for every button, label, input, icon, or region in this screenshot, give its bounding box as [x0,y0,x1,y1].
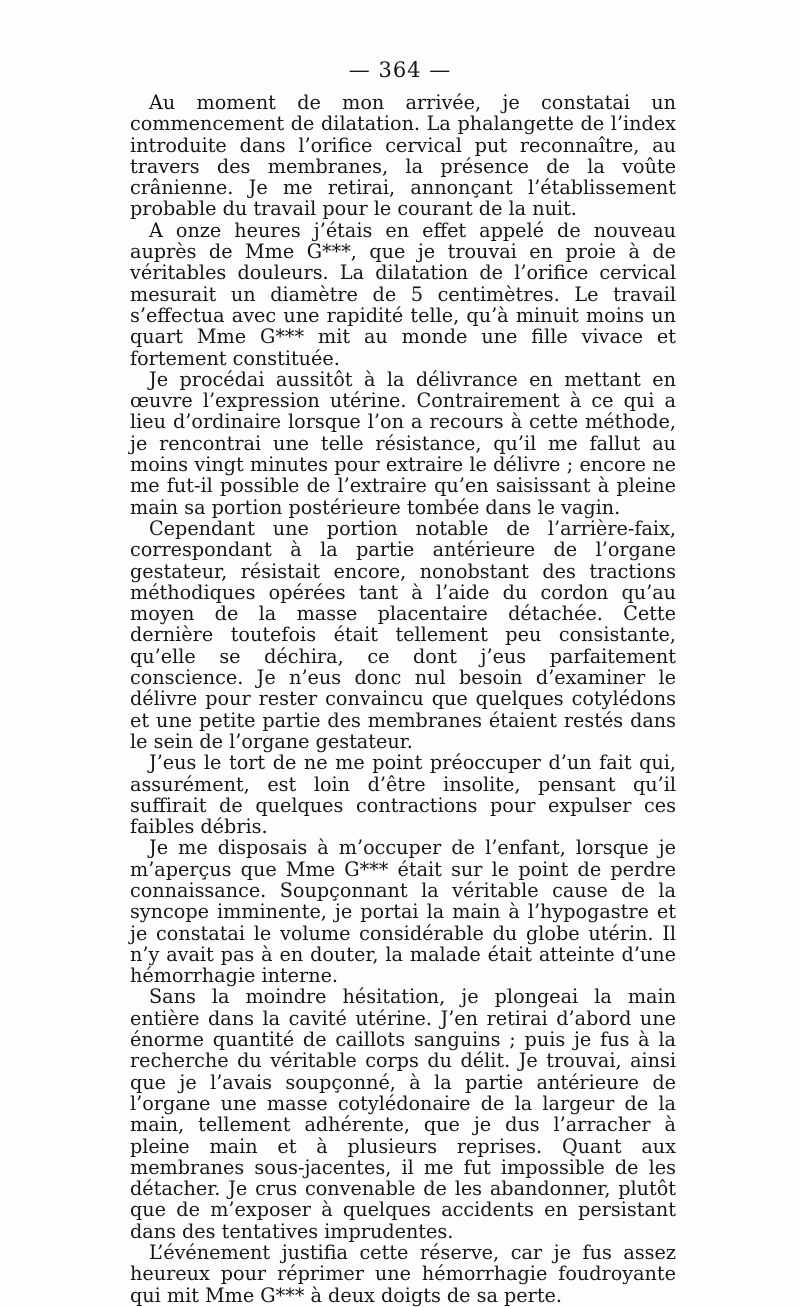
paragraph: Sans la moindre hésitation, je plongeai la main entière dans la cavité utérine. J’en retirai d’abord une énorme quantité de caillots sanguins ; puis je fus à la recherche du véritable corps du délit. Je trouvai, ainsi que je l’avais soupçonné, à la partie antérieure de l’organe une masse cotylédonaire de la largeur de la main, tellement adhérente, que je dus l’arracher à pleine main et à plusieurs reprises. Quant aux membranes sous-jacentes, il me fut impossible de les détacher. Je crus convenable de les abandonner, plutôt que de m’exposer à quelques accidents en persistant dans des tentatives imprudentes. [130,985,676,1243]
paragraph: Je me disposais à m’occuper de l’enfant, lorsque je m’aperçus que Mme G*** était sur le point de perdre connaissance. Soupçonnant la véritable cause de la syncope imminente, je portai la main à l’hypogastre et je constatai le volume considérable du globe utérin. Il n’y avait pas à en douter, la malade était atteinte d’une hémorrhagie interne. [130,836,676,988]
paragraph: Cependant une portion notable de l’arrière-faix, correspondant à la partie antérieure de l’organe gestateur, résistait encore, nonobstant des tractions méthodiques opérées tant à l’aide du cordon qu’au moyen de la masse placentaire détachée. Cette dernière toutefois était tellement peu consistante, qu’elle se déchira, ce dont j’eus parfaitement conscience. Je n’eus donc nul besoin d’examiner le délivre pour rester convaincu que quelques cotylédons et une petite partie des membranes étaient restés dans le sein de l’organe gestateur. [130,516,676,753]
body-text [130,92,676,1306]
paragraph: Au moment de mon arrivée, je constatai un commencement de dilatation. La phalangette de l’index introduite dans l’orifice cervical put reconnaître, au travers des membranes, la présence de la voûte crânienne. Je me retirai, annonçant l’établissement probable du travail pour le courant de la nuit. [130,91,676,221]
page-number: — 364 — [348,58,452,82]
paragraph: L’événement justifia cette réserve, car je fus assez heureux pour réprimer une hémorrhagie foudroyante qui mit Mme G*** à deux doigts de sa perte. [130,1241,676,1307]
paragraph: Je procédai aussitôt à la délivrance en mettant en œuvre l’expression utérine. Contrairement à ce qui a lieu d’ordinaire lorsque l’on a recours à cette méthode, je rencontrai une telle résistance, qu’il me fallut au moins vingt minutes pour extraire le délivre ; encore ne me fut-il possible de l’extraire qu’en saisissant à pleine main sa portion postérieure tombée dans le vagin. [130,367,676,519]
paragraph: J’eus le tort de ne me point préoccuper d’un fait qui, assurément, est loin d’être insolite, pensant qu’il suffirait de quelques contractions pour expulser ces faibles débris. [130,751,676,839]
paragraph: A onze heures j’étais en effet appelé de nouveau auprès de Mme G***, que je trouvai en proie à de véritables douleurs. La dilatation de l’orifice cervical mesurait un diamètre de 5 centimètres. Le travail s’effectua avec une rapidité telle, qu’à minuit moins un quart Mme G*** mit au monde une fille vivace et fortement constituée. [130,218,676,370]
